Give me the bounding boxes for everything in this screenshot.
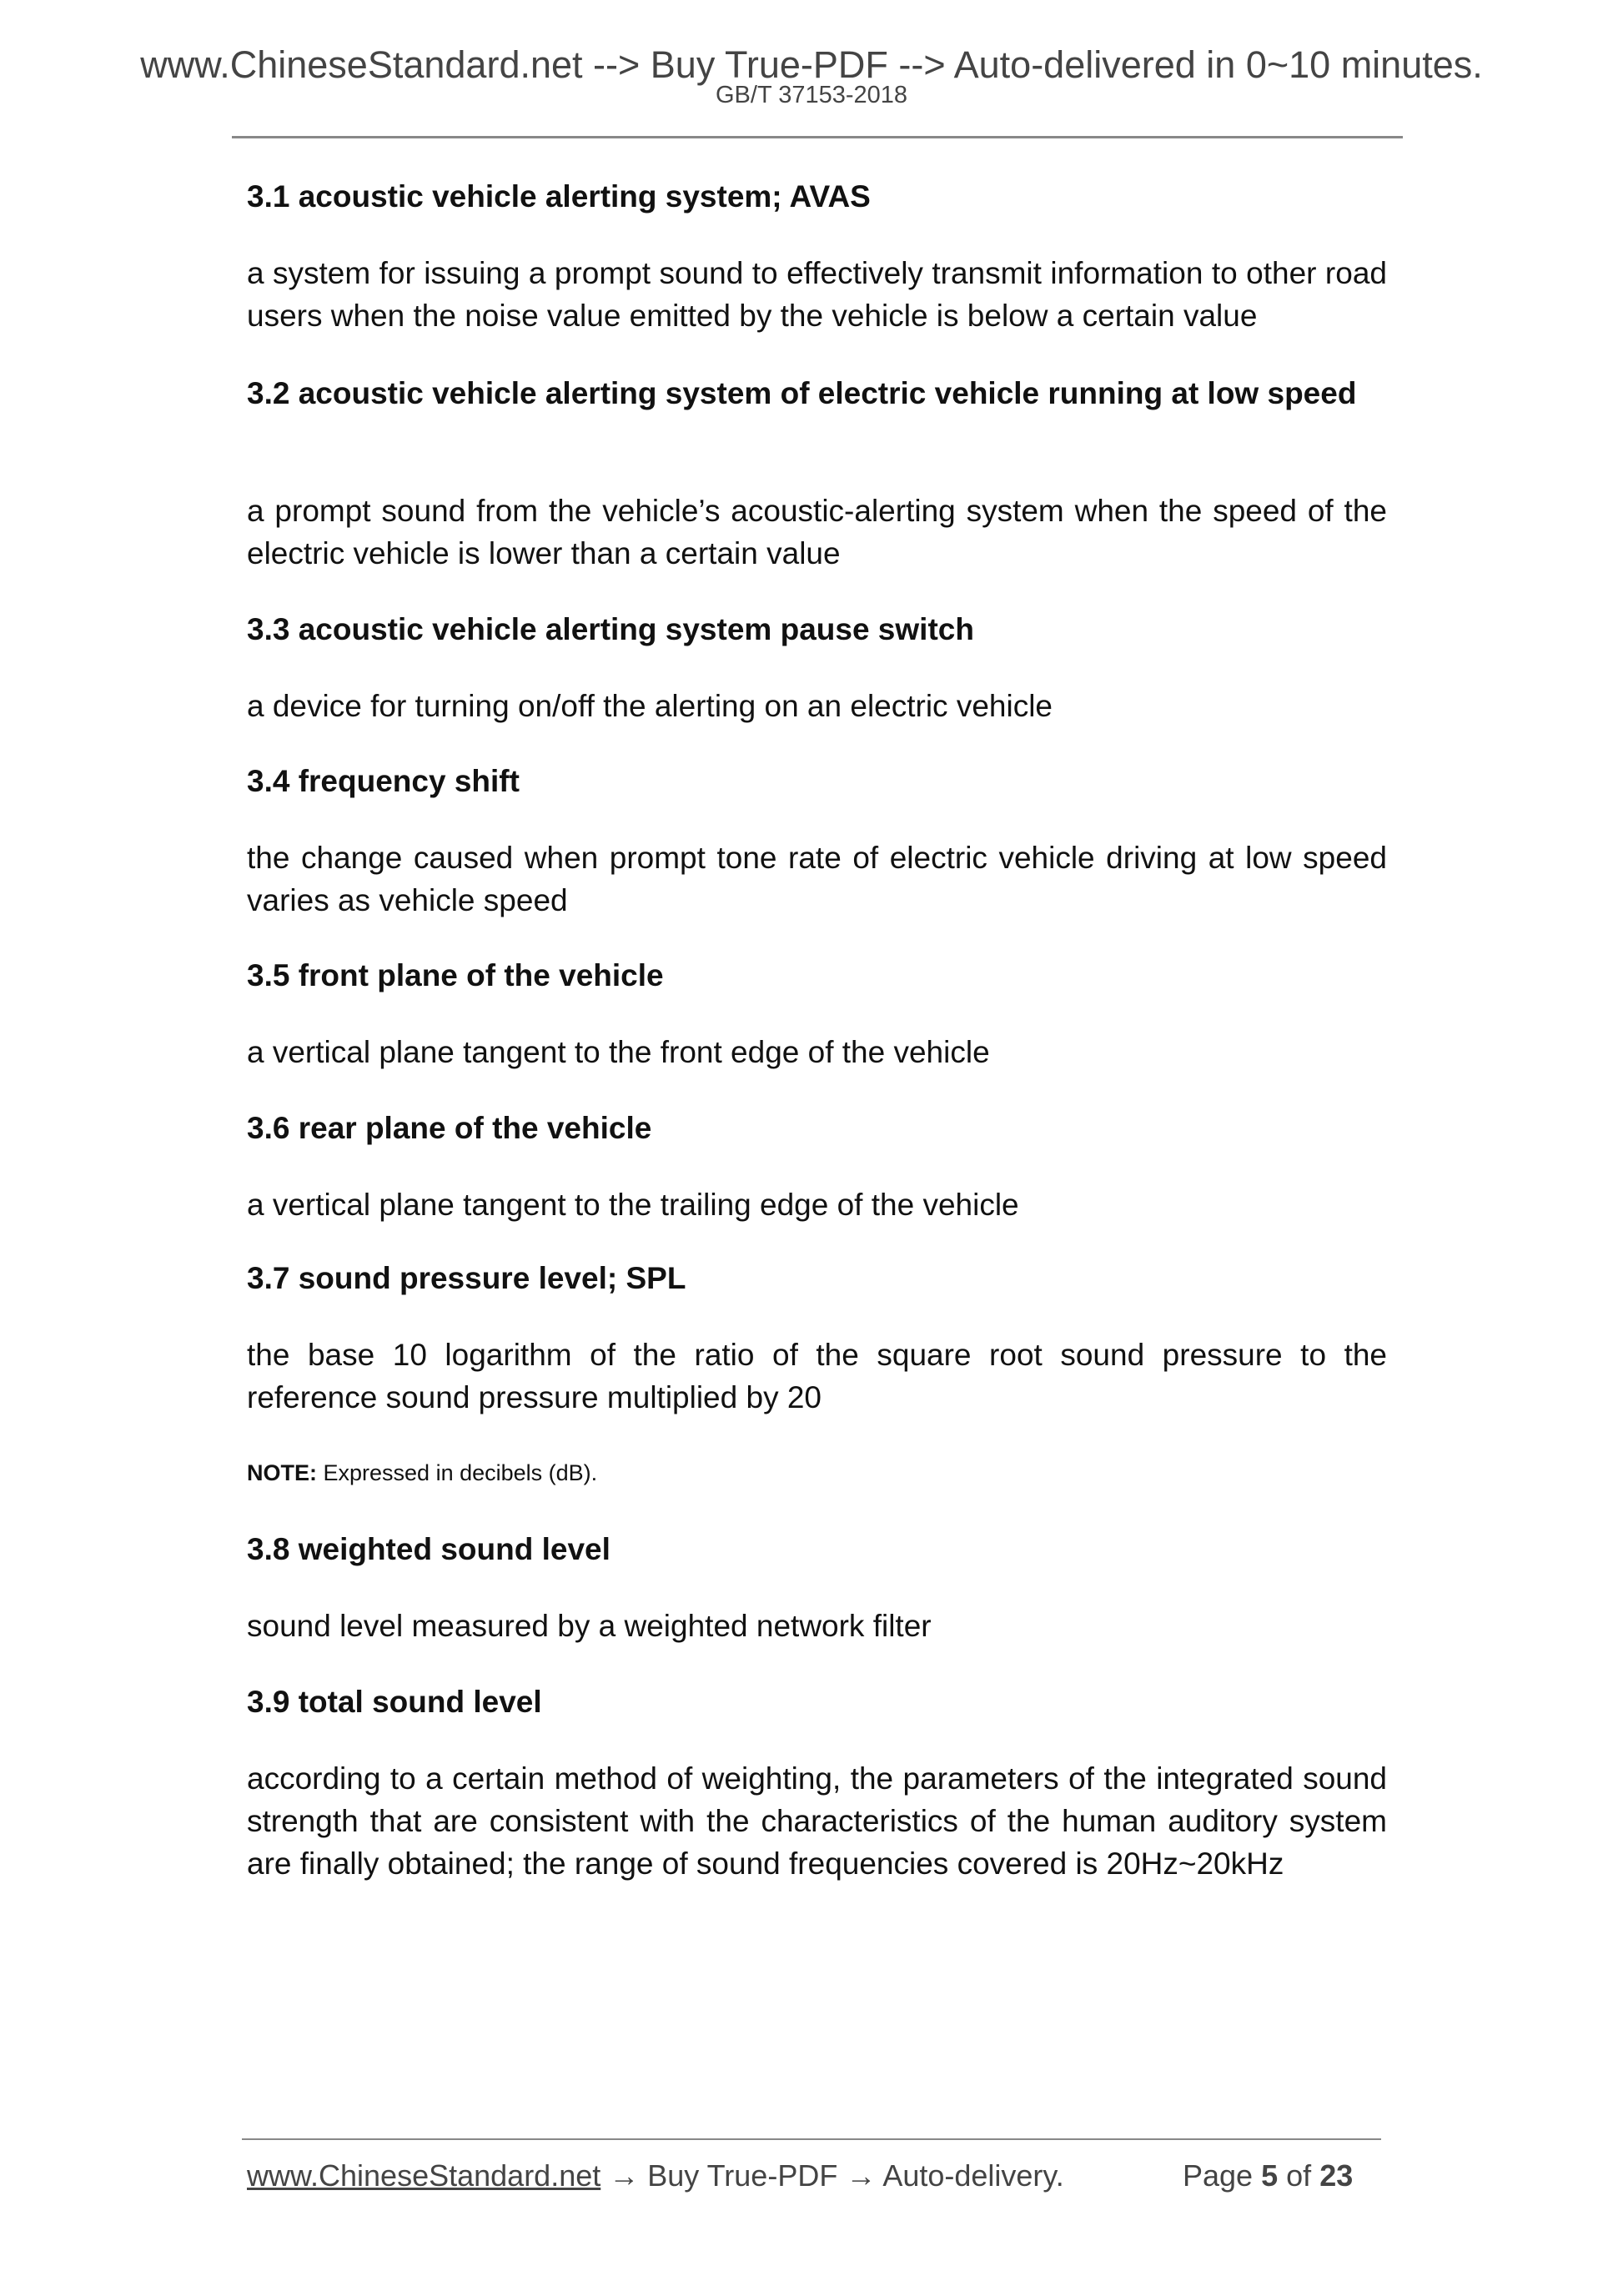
page-label: Page: [1183, 2158, 1254, 2193]
section-heading: 3.4 frequency shift: [247, 764, 520, 798]
section-body: a vertical plane tangent to the trailing edge of the vehicle: [247, 1188, 1019, 1222]
section-heading: 3.6 rear plane of the vehicle: [247, 1111, 652, 1145]
section-heading: 3.7 sound pressure level; SPL: [247, 1261, 686, 1295]
section-heading: 3.9 total sound level: [247, 1685, 542, 1719]
section-body: the change caused when prompt tone rate of electric vehicle driving at low speed varies as vehicle speed: [247, 841, 1387, 917]
section-heading: 3.1 acoustic vehicle alerting system; AVAS: [247, 179, 871, 214]
section-body: a system for issuing a prompt sound to effectively transmit information to other road users when the noise value emitted by the vehicle is below a certain value: [247, 256, 1387, 333]
section-body: sound level measured by a weighted network filter: [247, 1609, 932, 1643]
section-heading: 3.3 acoustic vehicle alerting system pause switch: [247, 612, 974, 646]
section-body: a vertical plane tangent to the front edge of the vehicle: [247, 1035, 990, 1069]
section-body: a device for turning on/off the alerting on an electric vehicle: [247, 689, 1053, 723]
footer-divider: [242, 2138, 1381, 2140]
footer-left: [247, 2158, 1064, 2193]
document-id: GB/T 37153-2018: [715, 82, 908, 108]
section-body: a prompt sound from the vehicle’s acoustic-alerting system when the speed of the electric vehicle is lower than a certain value: [247, 494, 1387, 570]
note: [247, 1456, 597, 1490]
note-text: Expressed in decibels (dB).: [317, 1460, 598, 1485]
section-body: the base 10 logarithm of the ratio of the square root sound pressure to the reference sound pressure multiplied by 20: [247, 1338, 1387, 1414]
of-label: of: [1286, 2158, 1312, 2193]
header-banner: www.ChineseStandard.net --> Buy True-PDF --> Auto-delivered in 0~10 minutes.: [140, 43, 1483, 86]
section-body: according to a certain method of weighting, the parameters of the integrated sound strength that are consistent with the characteristics of the human auditory system are finally obtained; the range of sound frequencies covered is 20Hz~20kHz: [247, 1761, 1387, 1881]
section-heading: 3.8 weighted sound level: [247, 1532, 611, 1566]
note-label: NOTE:: [247, 1460, 317, 1485]
footer-link[interactable]: www.ChineseStandard.net: [247, 2158, 601, 2193]
page-number: 5: [1261, 2158, 1279, 2193]
header-divider: [232, 136, 1403, 138]
section-heading: 3.2 acoustic vehicle alerting system of electric vehicle running at low speed: [247, 376, 1357, 410]
section-heading: 3.5 front plane of the vehicle: [247, 958, 664, 992]
footer-text: → Buy True-PDF → Auto-delivery.: [600, 2158, 1064, 2193]
page-indicator: [1183, 2158, 1353, 2193]
page-total: 23: [1319, 2158, 1354, 2193]
